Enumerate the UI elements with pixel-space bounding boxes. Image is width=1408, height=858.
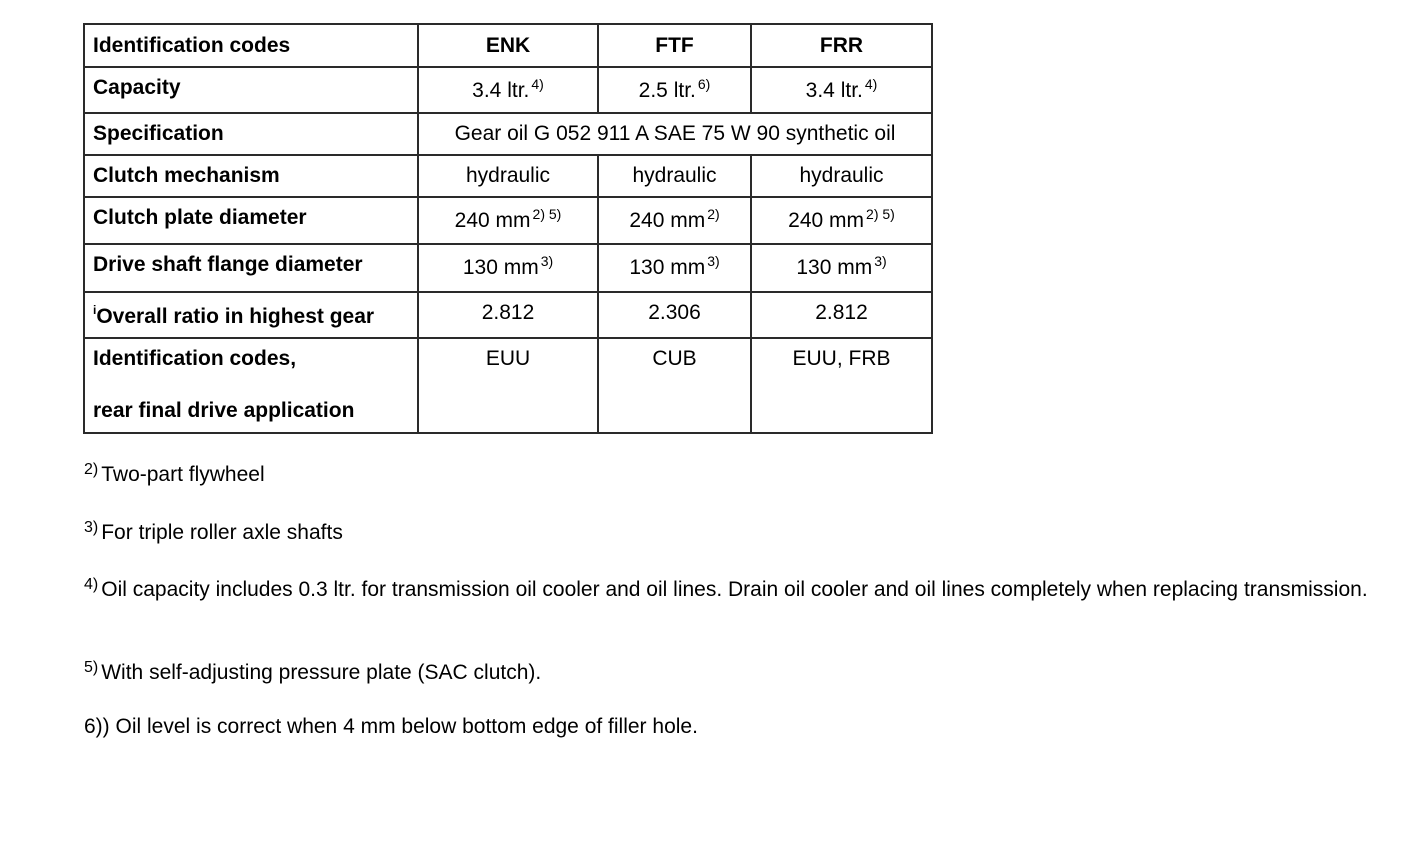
row-label: Clutch plate diameter xyxy=(84,197,418,244)
table-cell: hydraulic xyxy=(751,155,932,197)
label-prefix: i xyxy=(93,303,97,317)
column-header-frr: FRR xyxy=(751,24,932,67)
table-cell: 240 mm $^{2)}$ xyxy=(598,197,751,244)
table-cell: EUU xyxy=(418,338,598,433)
footnote-text: For triple roller axle shafts xyxy=(101,521,343,544)
footnote-ref: 2) xyxy=(707,206,720,222)
footnote xyxy=(84,714,1374,740)
footnote-ref: 6) xyxy=(697,76,711,92)
footnote-marker: 5) xyxy=(84,659,99,676)
column-header-ftf: FTF xyxy=(598,24,751,67)
table-cell: 130 mm $^{3)}$ xyxy=(751,244,932,292)
transmission-spec-table xyxy=(83,23,933,434)
footnote-marker: 2) xyxy=(84,461,99,478)
row-label: Specification xyxy=(84,113,418,155)
table-cell: 130 mm $^{3)}$ xyxy=(418,244,598,292)
header-label: Identification codes xyxy=(84,24,418,67)
table-row-clutch-mechanism xyxy=(84,155,932,197)
footnote-text: With self-adjusting pressure plate (SAC clutch). xyxy=(101,661,542,684)
row-label: Clutch mechanism xyxy=(84,155,418,197)
footnote-text: Two-part flywheel xyxy=(101,463,265,486)
footnote-marker: 3) xyxy=(84,519,99,536)
table-cell: 2.5 ltr. $^{6)}$ xyxy=(598,67,751,113)
table-row-capacity xyxy=(84,67,932,113)
row-label: $^i$Overall ratio in highest gear xyxy=(84,292,418,338)
footnote xyxy=(84,660,1374,686)
row-label: Identification codes, rear final drive application xyxy=(84,338,418,433)
table-cell: 2.306 xyxy=(598,292,751,338)
table-cell: 3.4 ltr. $^{4)}$ xyxy=(751,67,932,113)
footnote-ref: 3) xyxy=(874,253,887,269)
row-label: Drive shaft flange diameter xyxy=(84,244,418,292)
table-row-drive-shaft xyxy=(84,244,932,292)
table-cell: 2.812 xyxy=(751,292,932,338)
table-cell: 2.812 xyxy=(418,292,598,338)
footnote-ref: 4) xyxy=(531,76,544,92)
footnote-ref: 4) xyxy=(864,76,878,92)
footnote-ref: 3) xyxy=(540,253,554,269)
row-label: Capacity xyxy=(84,67,418,113)
table-row-specification xyxy=(84,113,932,155)
column-header-enk: ENK xyxy=(418,24,598,67)
row-label-line2: rear final drive application xyxy=(93,399,355,423)
table-cell: CUB xyxy=(598,338,751,433)
footnote-text: Oil capacity includes 0.3 ltr. for transmission oil cooler and oil lines. Drain oil cooler and oil lines completely when replacing transmission. xyxy=(101,578,1368,601)
table-cell: 240 mm $^{2) 5)}$ xyxy=(751,197,932,244)
footnote xyxy=(84,577,1374,603)
footnote-ref: 2) 5) xyxy=(532,206,562,222)
footnote xyxy=(84,462,1374,488)
table-cell: 3.4 ltr. $^{4)}$ xyxy=(418,67,598,113)
table-row-overall-ratio xyxy=(84,292,932,338)
footnote-marker: 4) xyxy=(84,576,99,593)
table-cell: EUU, FRB xyxy=(751,338,932,433)
table-cell: 240 mm $^{2) 5)}$ xyxy=(418,197,598,244)
specification-value: Gear oil G 052 911 A SAE 75 W 90 synthetic oil xyxy=(418,113,932,155)
table-cell: hydraulic xyxy=(418,155,598,197)
footnote-ref: 3) xyxy=(707,253,720,269)
footnote xyxy=(84,520,1374,546)
table-header-row xyxy=(84,24,932,67)
footnote-text: 6)) Oil level is correct when 4 mm below bottom edge of filler hole. xyxy=(84,715,698,738)
table-row-clutch-plate xyxy=(84,197,932,244)
table-cell: hydraulic xyxy=(598,155,751,197)
table-row-rear-final-drive xyxy=(84,338,932,433)
table-cell: 130 mm $^{3)}$ xyxy=(598,244,751,292)
footnote-ref: 2) 5) xyxy=(866,206,895,222)
